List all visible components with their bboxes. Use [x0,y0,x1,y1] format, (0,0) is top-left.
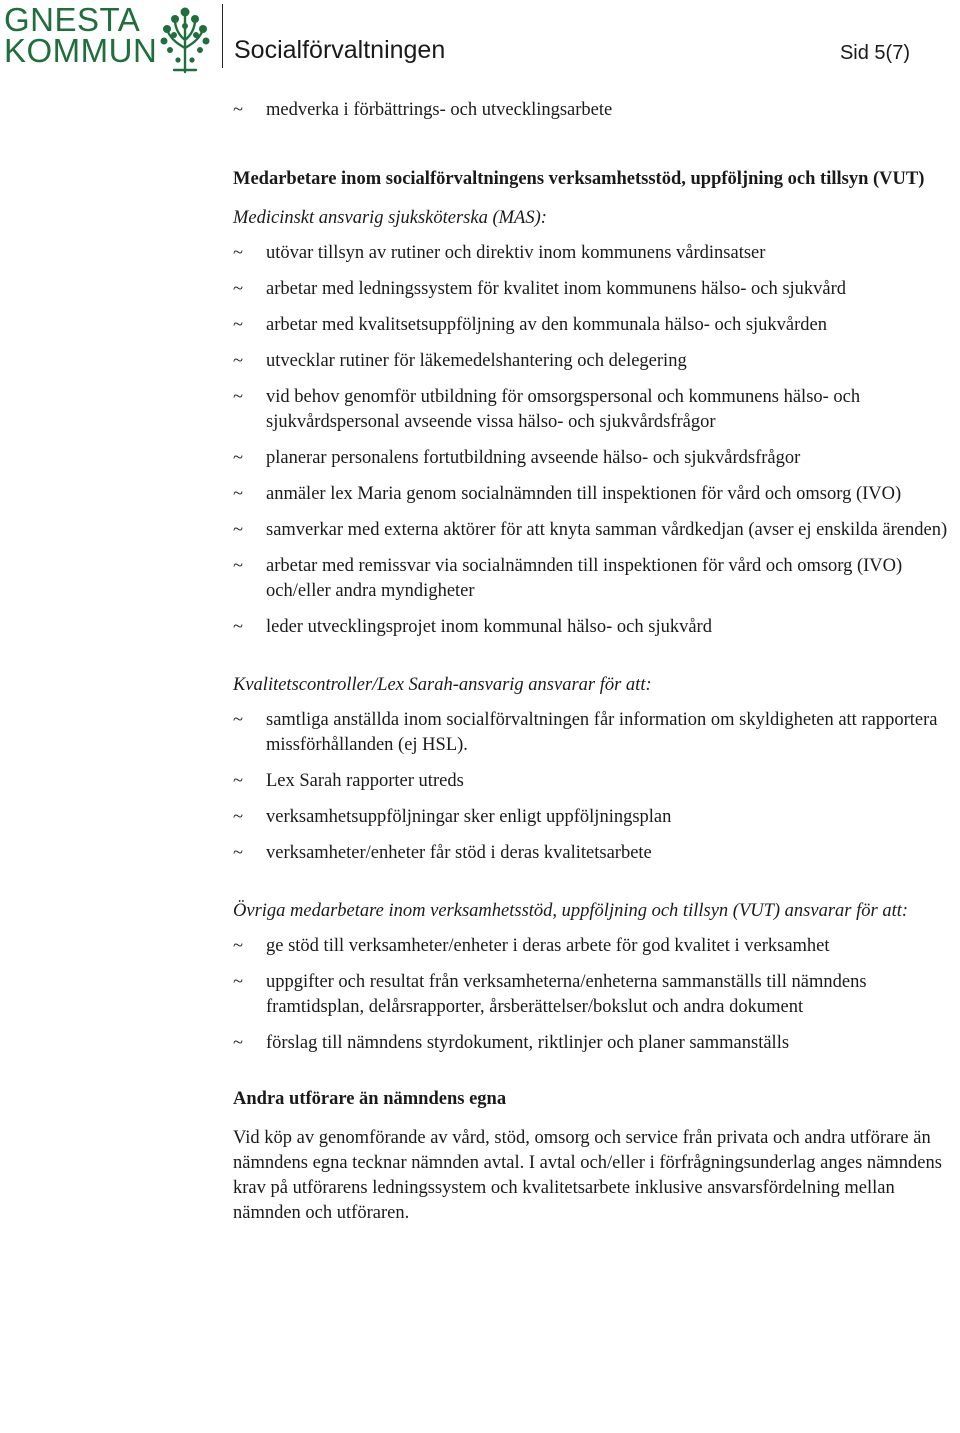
tree-emblem-icon [156,4,214,74]
mas-heading: Medicinskt ansvarig sjuksköterska (MAS): [233,208,547,228]
tilde-bullet: ~ [233,387,244,407]
others-list [233,934,955,1056]
tilde-bullet: ~ [233,484,244,504]
logo-wordmark [4,1,158,69]
list-item [233,615,955,640]
tilde-bullet: ~ [233,936,244,956]
list-item [233,554,955,604]
tilde-bullet: ~ [233,807,244,827]
list-item [233,769,955,794]
list-item-text: uppgifter och resultat från verksamheterna/enheterna sammanställs till nämndens framtidsplan, delårsrapporter, årsberättelser/bokslut och andra dokument [266,972,867,1017]
list-item [233,970,955,1020]
logo-line-1: GNESTA [4,1,141,38]
header-divider [222,4,223,68]
list-item-text: utövar tillsyn av rutiner och direktiv inom kommunens vårdinsatser [266,243,766,263]
municipality-logo [4,1,219,74]
tilde-bullet: ~ [233,448,244,468]
quality-heading: Kvalitetscontroller/Lex Sarah-ansvarig ansvarar för att: [233,675,652,695]
other-providers-paragraph: Vid köp av genomförande av vård, stöd, omsorg och service från privata och andra utförare än nämndens egna tecknar nämnden avtal. I avtal och/eller i förfrågningsunderlag anges nämndens krav på utförarens ledningssystem och kvalitetsarbete inklusive ansvarsfördelning mellan nämnden och utföraren. [233,1128,942,1223]
tilde-bullet: ~ [233,243,244,263]
list-item-text: ge stöd till verksamheter/enheter i deras arbete för god kvalitet i verksamhet [266,936,830,956]
tilde-bullet: ~ [233,710,244,730]
vut-heading: Medarbetare inom socialförvaltningens verksamhetsstöd, uppföljning och tillsyn (VUT) [233,169,925,189]
list-item [233,708,955,758]
tilde-bullet: ~ [233,1033,244,1053]
intro-list [233,98,955,123]
list-item [233,841,955,866]
list-item-text: arbetar med ledningssystem för kvalitet inom kommunens hälso- och sjukvård [266,279,847,299]
list-item-text: utvecklar rutiner för läkemedelshantering och delegering [266,351,687,371]
list-item-text: verksamhetsuppföljningar sker enligt uppföljningsplan [266,807,672,827]
document-body [233,98,955,1226]
tilde-bullet: ~ [233,315,244,335]
list-item [233,518,955,543]
list-item-text: arbetar med kvalitsetsuppföljning av den kommunala hälso- och sjukvården [266,315,828,335]
list-item-text: verksamheter/enheter får stöd i deras kvalitetsarbete [266,843,652,863]
list-item [233,385,955,435]
others-heading: Övriga medarbetare inom verksamhetsstöd, uppföljning och tillsyn (VUT) ansvarar för att: [233,901,909,921]
list-item-text: anmäler lex Maria genom socialnämnden till inspektionen för vård och omsorg (IVO) [266,484,902,504]
other-providers-heading: Andra utförare än nämndens egna [233,1089,507,1109]
list-item [233,934,955,959]
list-item [233,482,955,507]
list-item-text: vid behov genomför utbildning för omsorgspersonal och kommunens hälso- och sjukvårdspersonal avseende vissa hälso- och sjukvårdsfrågor [266,387,861,432]
tilde-bullet: ~ [233,100,244,120]
tilde-bullet: ~ [233,556,244,576]
logo-line-2: KOMMUN [4,32,158,69]
list-item [233,241,955,266]
list-item [233,98,955,123]
list-item-text: samtliga anställda inom socialförvaltningen får information om skyldigheten att rapportera missförhållanden (ej HSL). [266,710,938,755]
list-item-text: samverkar med externa aktörer för att knyta samman vårdkedjan (avser ej enskilda ärenden) [266,520,948,540]
tilde-bullet: ~ [233,279,244,299]
list-item-text: leder utvecklingsprojet inom kommunal hälso- och sjukvård [266,617,712,637]
list-item [233,1031,955,1056]
list-item [233,349,955,374]
list-item [233,277,955,302]
department-title: Socialförvaltningen [234,36,446,64]
list-item [233,805,955,830]
tilde-bullet: ~ [233,617,244,637]
list-item-text: förslag till nämndens styrdokument, riktlinjer och planer sammanställs [266,1033,790,1053]
list-item-text: medverka i förbättrings- och utvecklingsarbete [266,100,613,120]
list-item-text: planerar personalens fortutbildning avseende hälso- och sjukvårdsfrågor [266,448,801,468]
page-header [0,0,960,80]
tilde-bullet: ~ [233,351,244,371]
tilde-bullet: ~ [233,520,244,540]
list-item-text: arbetar med remissvar via socialnämnden till inspektionen för vård och omsorg (IVO) och/eller andra myndigheter [266,556,903,601]
page-number: Sid 5(7) [839,42,910,64]
tilde-bullet: ~ [233,972,244,992]
mas-list [233,241,955,640]
tilde-bullet: ~ [233,843,244,863]
quality-list [233,708,955,866]
list-item [233,313,955,338]
list-item-text: Lex Sarah rapporter utreds [266,771,464,791]
list-item [233,446,955,471]
tilde-bullet: ~ [233,771,244,791]
